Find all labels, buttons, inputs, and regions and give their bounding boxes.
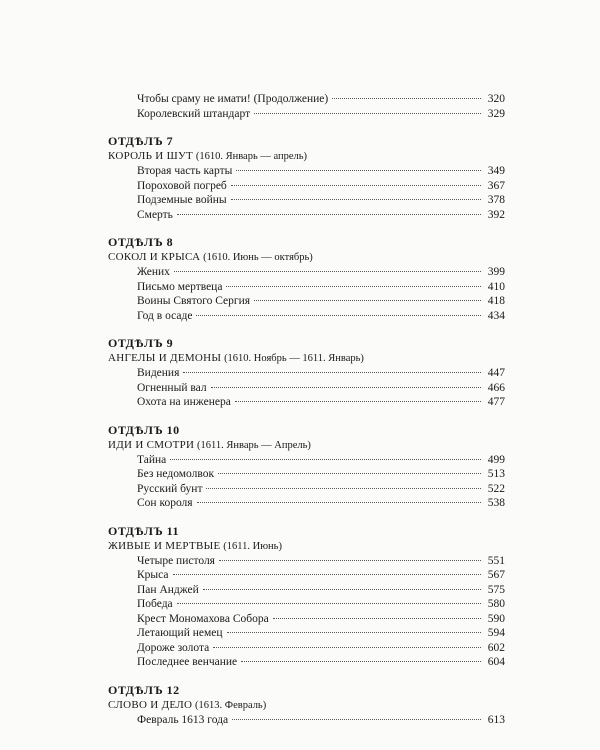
entry-title: Письмо мертвеца [137, 280, 223, 293]
entry-page: 418 [487, 295, 505, 307]
entry-page: 499 [487, 453, 505, 466]
entry-page: 447 [487, 367, 505, 379]
toc-entry[interactable] [108, 626, 505, 641]
toc-entry[interactable] [108, 641, 505, 656]
toc-entry[interactable] [108, 164, 505, 179]
dot-leader [219, 560, 481, 561]
section-title: ЖИВЫЕ И МЕРТВЫЕ [108, 539, 221, 552]
toc-entry[interactable] [108, 612, 505, 627]
dot-leader [226, 286, 481, 287]
entry-title: Летающий немец [137, 627, 223, 639]
dot-leader [235, 401, 481, 402]
section-heading: ОТДѢЛЪ 8 [108, 235, 174, 249]
entry-page: 522 [487, 482, 505, 495]
dot-leader [177, 603, 481, 604]
entry-page: 575 [487, 583, 505, 596]
toc-entry[interactable] [108, 467, 505, 482]
entry-page: 392 [487, 208, 505, 221]
entry-page: 378 [487, 194, 505, 206]
dot-leader [196, 315, 481, 316]
toc-entry[interactable] [108, 381, 505, 396]
entry-page: 594 [487, 627, 505, 639]
entry-title: Крест Мономахова Собора [137, 612, 269, 625]
section-dates: (1610. Январь — апрель) [195, 151, 308, 162]
entry-title: Победа [137, 598, 173, 610]
toc-entry[interactable] [108, 92, 505, 107]
toc-entry[interactable] [108, 568, 505, 583]
entry-title: Жених [137, 266, 170, 278]
dot-leader [241, 661, 481, 662]
dot-leader [236, 170, 481, 171]
dot-leader [197, 502, 481, 503]
entry-page: 410 [487, 280, 505, 293]
entry-page: 613 [487, 713, 505, 726]
entry-page: 551 [487, 554, 505, 567]
entry-title: Последнее венчание [137, 656, 238, 668]
toc-entry[interactable] [108, 496, 505, 511]
entry-page: 329 [487, 107, 505, 120]
entry-title: Четыре пистоля [137, 554, 215, 567]
section-dates: (1611. Январь — Апрель) [197, 439, 311, 451]
toc-entry[interactable] [108, 309, 505, 324]
entry-title: Вторая часть карты [137, 165, 233, 177]
dot-leader [218, 473, 481, 474]
dot-leader [254, 300, 481, 301]
dot-leader [332, 98, 481, 99]
entry-page: 477 [487, 396, 505, 408]
dot-leader [206, 488, 481, 489]
dot-leader [254, 113, 481, 114]
toc-entry[interactable] [108, 366, 505, 381]
toc-entry[interactable] [108, 583, 505, 598]
entry-page: 580 [487, 598, 505, 610]
section-title: ИДИ И СМОТРИ [108, 438, 195, 451]
toc-entry[interactable] [108, 280, 505, 295]
dot-leader [203, 589, 481, 590]
section-heading: ОТДѢЛЪ 11 [108, 523, 179, 538]
entry-title: Чтобы сраму не имати! (Продолжение) [137, 93, 329, 105]
section-11 [108, 524, 505, 670]
entry-title: Пан Анджей [137, 583, 199, 596]
section-subtitle [108, 250, 505, 265]
section-dates: (1610. Июнь — октябрь) [203, 252, 313, 263]
entry-title: Воины Святого Сергия [137, 295, 251, 307]
dot-leader [227, 632, 481, 633]
section-heading: ОТДѢЛЪ 9 [108, 336, 174, 350]
section-heading: ОТДѢЛЪ 7 [108, 134, 174, 148]
section-title: АНГЕЛЫ И ДЕМОНЫ [108, 352, 222, 364]
toc-entry[interactable] [108, 655, 505, 670]
toc-entry[interactable] [108, 554, 505, 569]
dot-leader [183, 372, 481, 373]
section-dates: (1610. Ноябрь — 1611. Январь) [224, 353, 364, 364]
section-subtitle [108, 351, 505, 366]
dot-leader [173, 574, 482, 575]
toc-entry[interactable] [108, 453, 505, 468]
entry-title: Видения [137, 367, 180, 379]
section-subtitle [108, 698, 505, 713]
section-subtitle [108, 149, 505, 164]
section-subtitle [108, 438, 505, 453]
entry-page: 513 [487, 468, 505, 480]
dot-leader [177, 214, 481, 215]
entry-title: Огненный вал [137, 381, 207, 394]
section-dates: (1611. Июнь) [223, 540, 282, 552]
toc-entry[interactable] [108, 482, 505, 497]
entry-title: Дороже золота [137, 641, 210, 654]
toc-entry[interactable] [108, 107, 505, 122]
entry-page: 466 [487, 381, 505, 394]
toc-entry[interactable] [108, 597, 505, 612]
section-10 [108, 423, 505, 511]
entry-page: 399 [487, 266, 505, 278]
toc-entry[interactable] [108, 179, 505, 194]
entry-title: Сон короля [137, 497, 193, 509]
dot-leader [273, 618, 481, 619]
dot-leader [211, 387, 481, 388]
section-subtitle [108, 539, 505, 554]
section-dates: (1613. Февраль) [195, 699, 267, 711]
entry-page: 349 [487, 165, 505, 177]
section-9 [108, 336, 505, 410]
toc-entry[interactable] [108, 294, 505, 309]
entry-title: Февраль 1613 года [137, 713, 229, 726]
entry-page: 367 [487, 179, 505, 192]
entry-title: Королевский штандарт [137, 107, 251, 120]
table-of-contents [108, 92, 505, 727]
toc-entry[interactable] [108, 193, 505, 208]
section-8 [108, 235, 505, 323]
entry-title: Без недомолвок [137, 468, 215, 480]
section-title: СЛОВО И ДЕЛО [108, 698, 193, 711]
dot-leader [170, 459, 481, 460]
entry-title: Смерть [137, 208, 173, 221]
section-7 [108, 134, 505, 222]
section-heading: ОТДѢЛЪ 12 [108, 682, 180, 697]
dot-leader [232, 719, 481, 720]
dot-leader [231, 199, 481, 200]
section-heading: ОТДѢЛЪ 10 [108, 422, 180, 437]
dot-leader [174, 271, 481, 272]
section-12 [108, 683, 505, 728]
entry-title: Русский бунт [137, 482, 203, 495]
entry-page: 590 [487, 612, 505, 625]
toc-entry[interactable] [108, 395, 505, 410]
entry-title: Крыса [137, 569, 169, 581]
entry-page: 434 [487, 309, 505, 322]
entry-title: Тайна [137, 453, 167, 466]
entry-page: 602 [487, 641, 505, 654]
dot-leader [213, 647, 481, 648]
toc-entry[interactable] [108, 713, 505, 728]
section-title: СОКОЛ И КРЫСА [108, 251, 201, 263]
entry-page: 567 [487, 569, 505, 581]
entry-page: 604 [487, 656, 505, 668]
entry-page: 538 [487, 497, 505, 509]
entry-title: Подземные войны [137, 194, 227, 206]
entry-title: Охота на инженера [137, 396, 231, 408]
toc-entry[interactable] [108, 265, 505, 280]
dot-leader [231, 185, 481, 186]
toc-entry[interactable] [108, 208, 505, 223]
preamble-entries [108, 92, 505, 121]
entry-page: 320 [487, 93, 505, 105]
entry-title: Пороховой погреб [137, 179, 227, 192]
section-title: КОРОЛЬ И ШУТ [108, 150, 194, 162]
entry-title: Год в осаде [137, 309, 193, 322]
